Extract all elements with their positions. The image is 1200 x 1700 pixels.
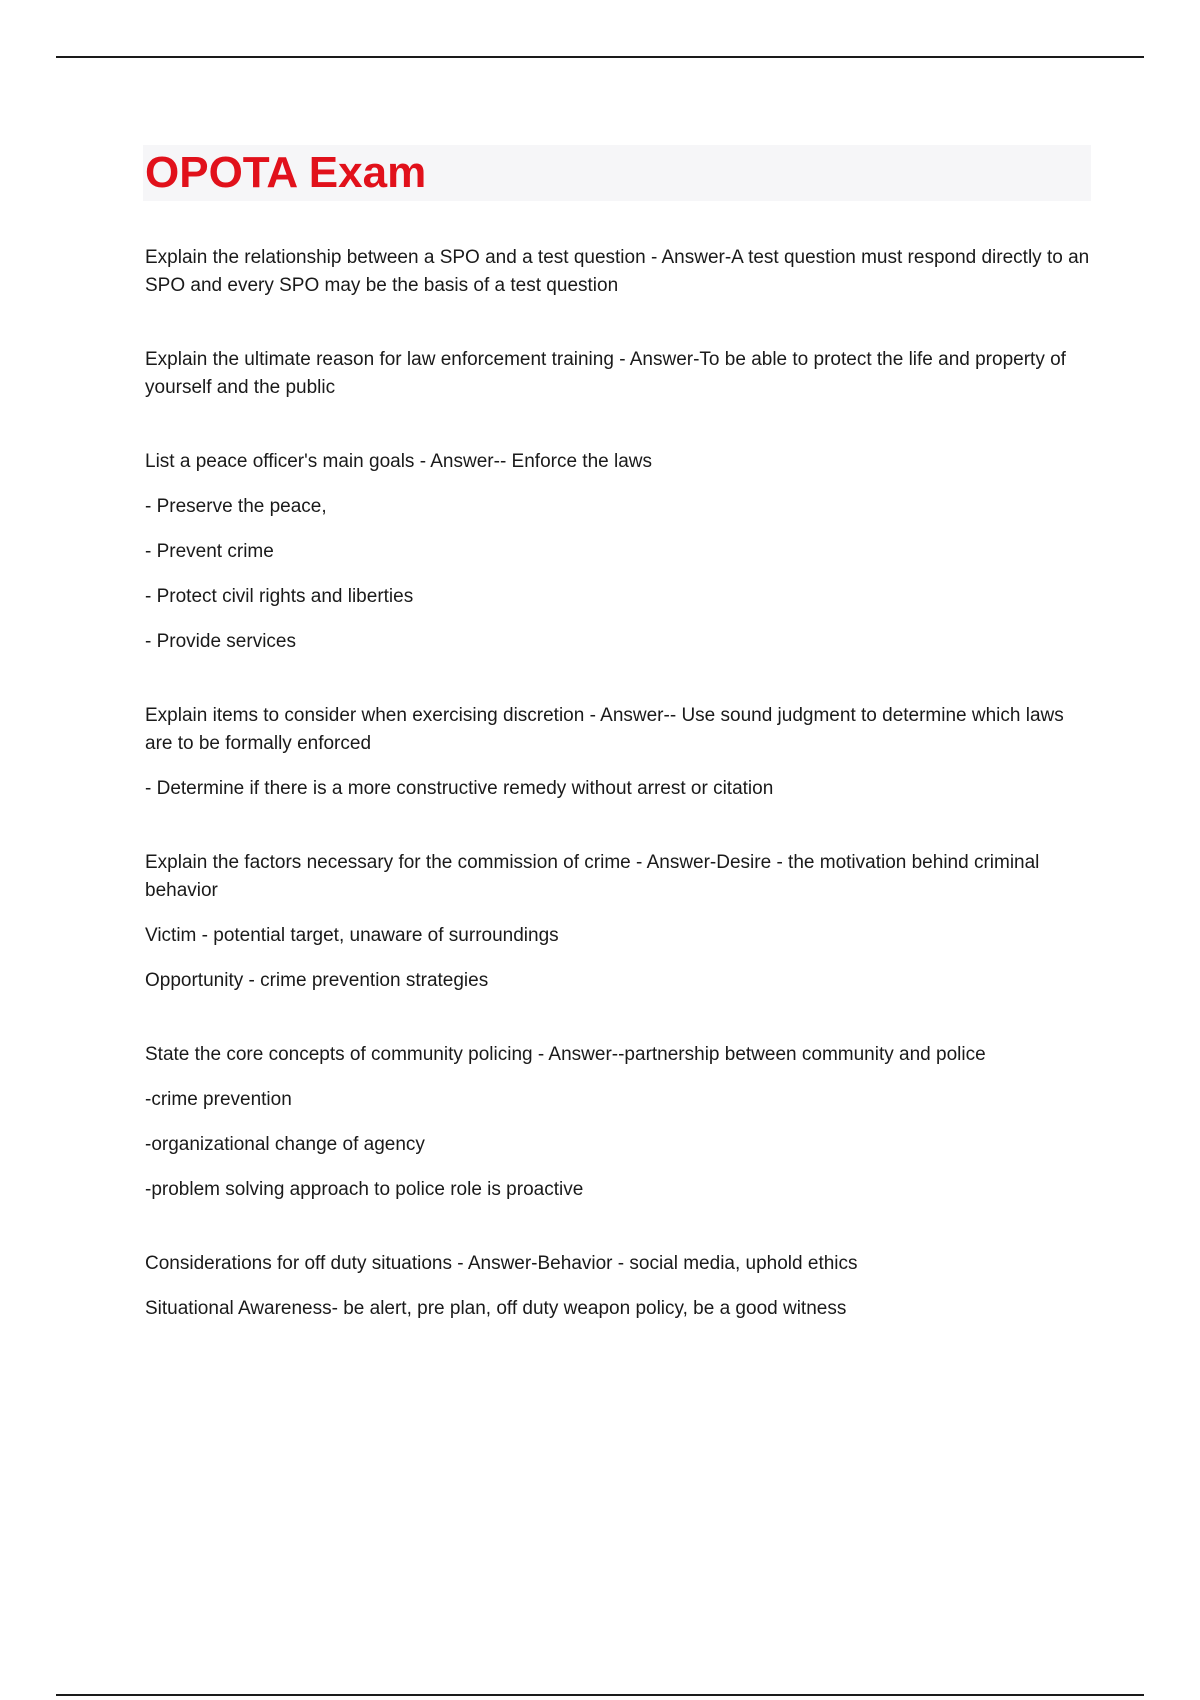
footer-rule xyxy=(56,1694,1144,1696)
qa-line: -organizational change of agency xyxy=(145,1134,425,1155)
qa-line: - Protect civil rights and liberties xyxy=(145,586,414,607)
qa-line: - Determine if there is a more constructive remedy without arrest or citation xyxy=(145,778,774,799)
qa-item-spo-test-question xyxy=(145,244,1095,300)
qa-item-officer-goals xyxy=(145,448,1095,656)
qa-item-community-policing xyxy=(145,1041,1095,1204)
qa-line: - Prevent crime xyxy=(145,541,274,562)
qa-item-discretion xyxy=(145,702,1095,803)
qa-line: - Preserve the peace, xyxy=(145,496,327,517)
qa-line: Victim - potential target, unaware of surroundings xyxy=(145,925,559,946)
qa-item-off-duty xyxy=(145,1250,1095,1323)
qa-line: Explain the ultimate reason for law enforcement training - Answer-To be able to protect the life and property of yourself and the public xyxy=(145,349,1066,398)
qa-line: - Provide services xyxy=(145,631,296,652)
qa-line: Explain the relationship between a SPO and a test question - Answer-A test question must respond directly to an SPO and every SPO may be the basis of a test question xyxy=(145,247,1090,296)
qa-line: Explain the factors necessary for the commission of crime - Answer-Desire - the motivation behind criminal behavior xyxy=(145,852,1040,901)
title-banner xyxy=(143,145,1091,201)
document-body xyxy=(145,244,1095,1369)
qa-line: Opportunity - crime prevention strategies xyxy=(145,970,489,991)
header-rule xyxy=(56,56,1144,58)
qa-line: -problem solving approach to police role is proactive xyxy=(145,1179,584,1200)
document-title: OPOTA Exam xyxy=(145,148,427,197)
qa-line: Explain items to consider when exercising discretion - Answer-- Use sound judgment to determine which laws are to be formally enforced xyxy=(145,705,1064,754)
qa-item-training-reason xyxy=(145,346,1095,402)
qa-line: Considerations for off duty situations - Answer-Behavior - social media, uphold ethics xyxy=(145,1253,858,1274)
qa-line: State the core concepts of community policing - Answer--partnership between community and police xyxy=(145,1044,986,1065)
qa-line: Situational Awareness- be alert, pre plan, off duty weapon policy, be a good witness xyxy=(145,1298,847,1319)
qa-line: -crime prevention xyxy=(145,1089,292,1110)
qa-item-crime-factors xyxy=(145,849,1095,995)
qa-line: List a peace officer's main goals - Answer-- Enforce the laws xyxy=(145,451,653,472)
